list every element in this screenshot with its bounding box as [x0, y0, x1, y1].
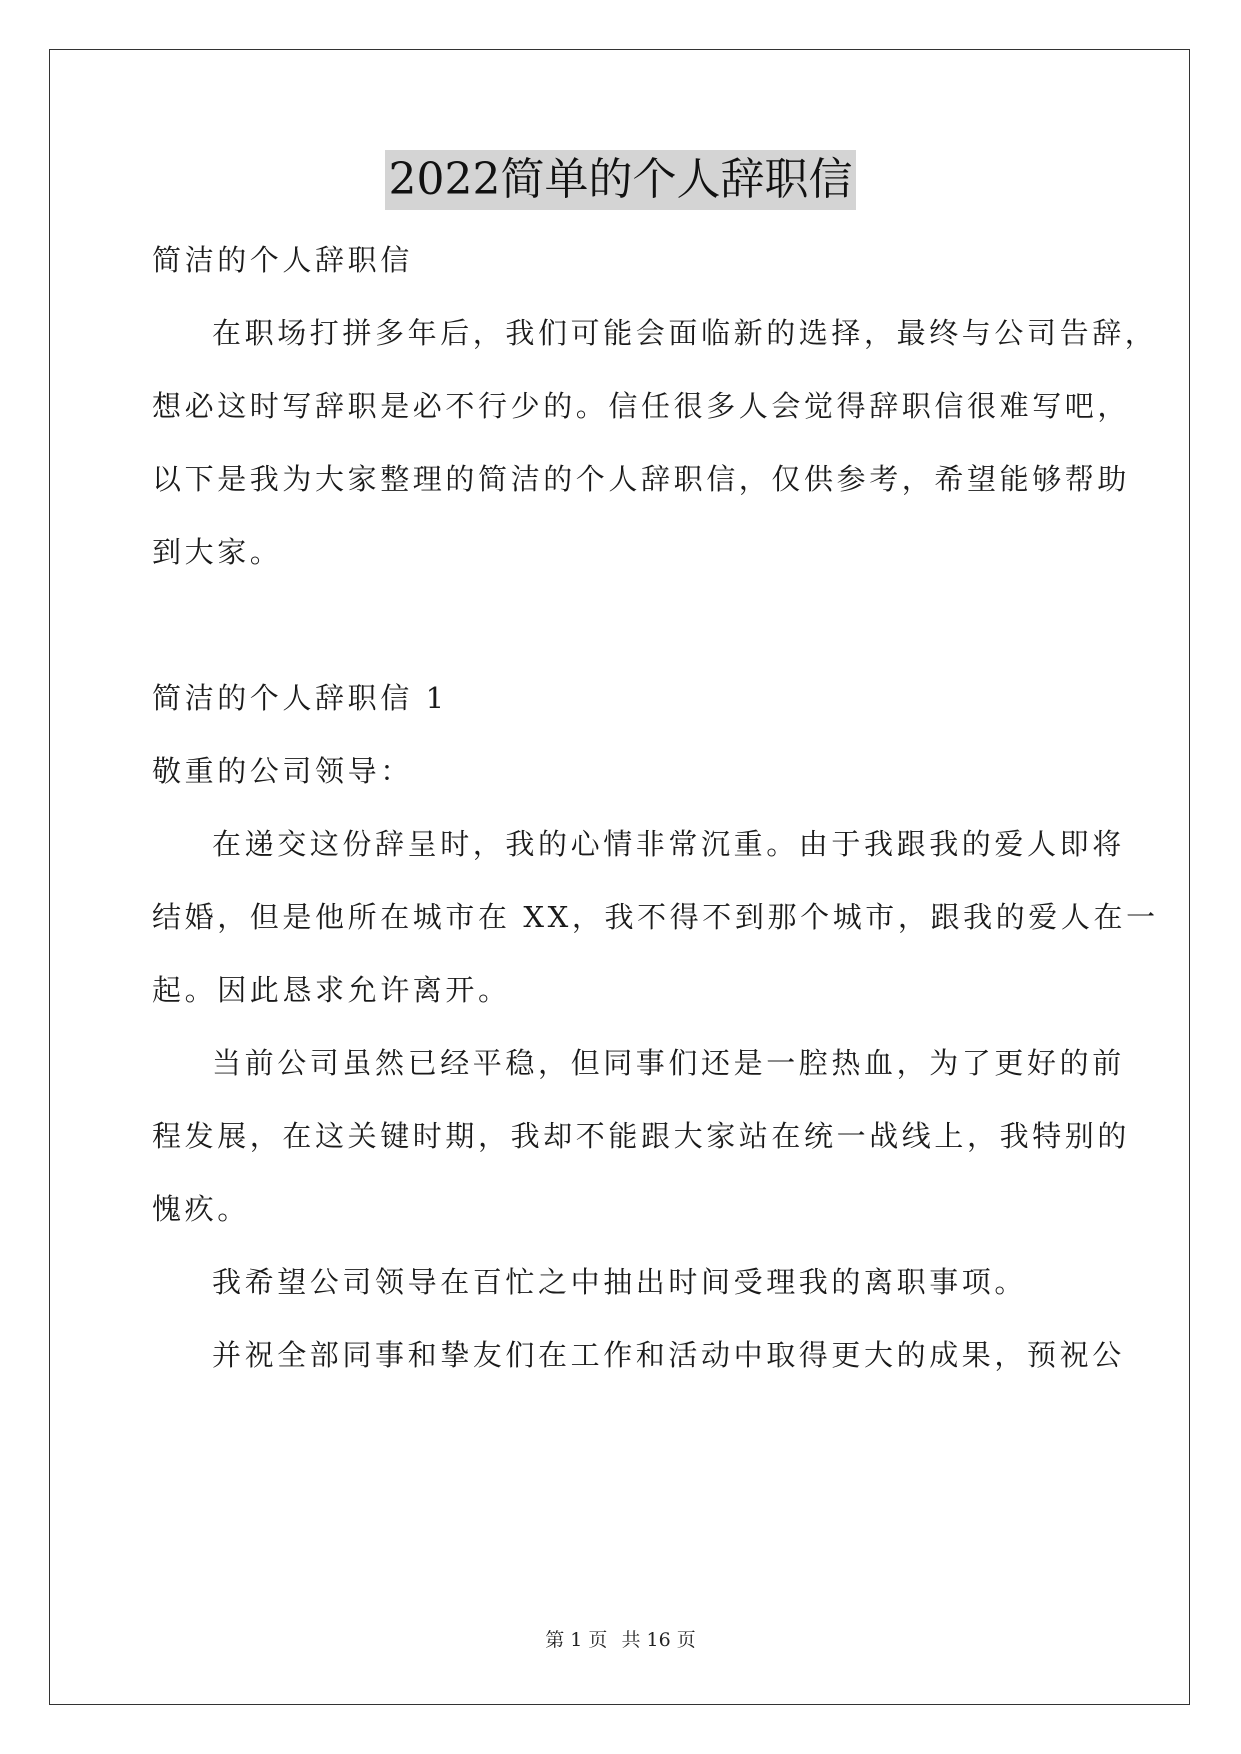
paragraph-line: 当前公司虽然已经平稳，但同事们还是一腔热血，为了更好的前 — [212, 1046, 1125, 1080]
salutation: 敬重的公司领导： — [152, 754, 413, 788]
paragraph-line: 结婚，但是他所在城市在 XX，我不得不到那个城市，跟我的爱人在一 — [152, 900, 1159, 934]
page-total: 共 16 页 — [621, 1629, 696, 1651]
paragraph-line: 到大家。 — [152, 535, 283, 569]
title-container — [0, 150, 1241, 210]
paragraph-line: 程发展，在这关键时期，我却不能跟大家站在统一战线上，我特别的 — [152, 1119, 1131, 1153]
paragraph-line: 我希望公司领导在百忙之中抽出时间受理我的离职事项。 — [212, 1265, 1028, 1299]
document-title: 2022简单的个人辞职信 — [385, 150, 857, 210]
letter-heading: 简洁的个人辞职信 1 — [152, 681, 448, 715]
paragraph-line: 起。因此恳求允许离开。 — [152, 973, 511, 1007]
paragraph-line: 想必这时写辞职是必不行少的。信任很多人会觉得辞职信很难写吧， — [152, 389, 1131, 423]
page-footer — [0, 1625, 1241, 1652]
paragraph-line: 在职场打拼多年后，我们可能会面临新的选择，最终与公司告辞， — [212, 316, 1158, 350]
paragraph-line: 在递交这份辞呈时，我的心情非常沉重。由于我跟我的爱人即将 — [212, 827, 1125, 861]
paragraph-line: 愧疚。 — [152, 1192, 250, 1226]
paragraph-line: 以下是我为大家整理的简洁的个人辞职信，仅供参考，希望能够帮助 — [152, 462, 1131, 496]
page-border — [49, 49, 1190, 1705]
intro-heading: 简洁的个人辞职信 — [152, 243, 413, 277]
paragraph-line: 并祝全部同事和挚友们在工作和活动中取得更大的成果，预祝公 — [212, 1338, 1125, 1372]
page-number: 第 1 页 — [545, 1629, 608, 1651]
